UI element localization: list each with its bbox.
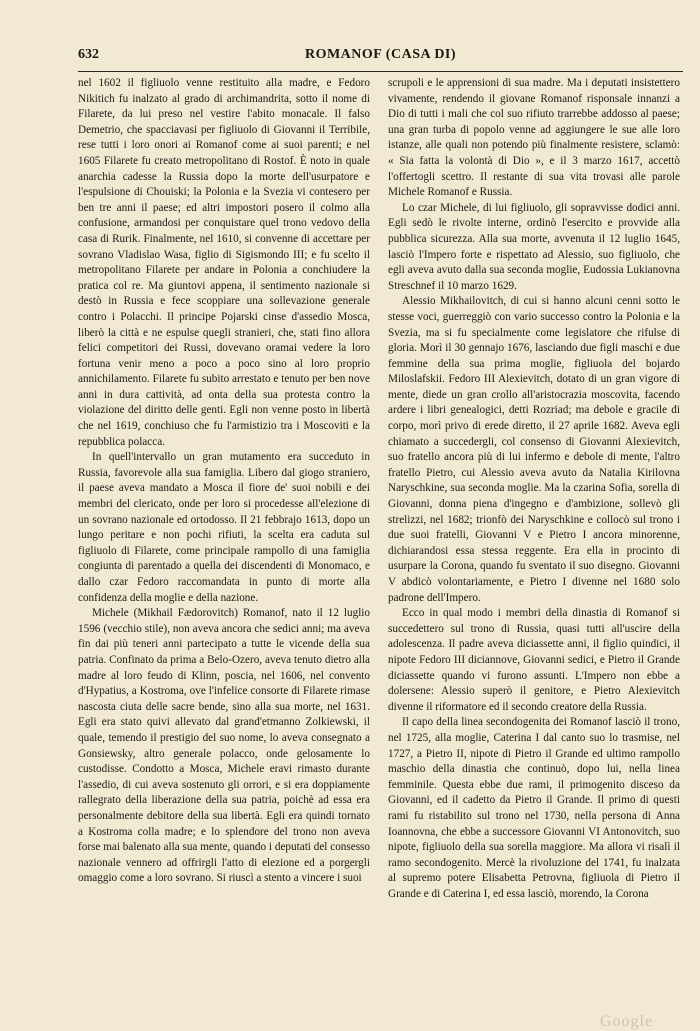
paragraph: Alessio Mikhailovitch, di cui si hanno alcuni cenni sotto le stesse voci, guerreggiò con vario successo contro la Polonia e la Svezia, ma si fu specialmente come legislatore che rifulse di gloria. Morì il 30 gennajo 1676, lasciando due figli maschi e due femmine della sua prima moglie, figliuola del bojardo Miloslafskii. Fedoro III Alexievitch, dotato di un gran vigore di mente, diede un gran crollo all'aristocrazia moscovita, facendo ardere i libri genealogici, detti Rozriad; ma debole e gracile di corpo, morì privo di erede diretto, il 27 aprile 1682. Aveva egli chiamato a succedergli, col consenso di Giovanni Alexievitch, suo fratello ancora più di lui infermo e debole di mente, l'altro fratello Pietro, cui Alessio aveva avuto da Natalia Kirilovna Naryschkine, sua seconda moglie. Ma la czarina Sofia, sorella di Giovanni, donna piena d'ingegno e d'ambizione, sollevò gli strelizzi, nel 1682; trionfò dei Naryschkine e collocò sul trono i due suoi fratelli, Giovanni V e Pietro I ancora minorenne, dichiarandosi essa stessa reggente. Era ella in procinto di usurpare la Corona, quando fu sventato il suo disegno. Giovanni V abdicò volontariamente, e Pietro I divenne nel 1680 solo padrone dell'Impero. (388, 295, 680, 604)
paragraph: scrupoli e le apprensioni di sua madre. Ma i deputati insistettero vivamente, rendendo il giovane Romanof risponsale innanzi a Dio di tutti i mali che col suo rifiuto trarrebbe addosso al paese; una gran turba di popolo venne ad aggiungere le sue alle loro istanze, alle quali non potendo più finalmente resistere, sclamò: « Sia fatta la volontà di Dio », e il 3 marzo 1617, accettò l'offertogli scettro. Il restante di sua vita trovasi alle parole Michele Romanof e Russia. (388, 77, 680, 199)
page-header (78, 47, 683, 67)
running-title: ROMANOF (CASA DI) (304, 47, 457, 62)
paragraph: In quell'intervallo un gran mutamento era succeduto in Russia, favorevole alla sua famiglia. Libero dal giogo straniero, il paese aveva mandato a Mosca il fiore de' suoi nobili e dei membri del clericato, onde per loro si procedesse all'elezione di un sovrano nazionale ed ortodosso. Il 21 febbrajo 1613, dopo un lungo peritare e non pochi rifiuti, la scelta era caduta sul figliuolo di Filarete, come principale rampollo di una famiglia congiunta di parentado a quella dei discendenti di Monomaco, e dallo czar Fedoro raccomandata in punto di morte alla confidenza della moglie e della nazione. (78, 451, 370, 604)
paragraph: Il capo della linea secondogenita dei Romanof lasciò il trono, nel 1725, alla moglie, Caterina I dal canto suo lo trasmise, nel 1727, a Pietro II, nipote di Pietro il Grande ed ultimo rampollo maschio della dinastia che continuò, dopo lui, nella linea femminile. Questa ebbe due rami, il primogenito disceso da Giovanni, ed il cadetto da Pietro il Grande. Il primo di questi rami fu ristabilito sul trono nel 1730, nella persona di Anna Ioannovna, che ebbe a successore Giovanni VI Antonovitch, suo nipote, figliuolo della sua sorella maggiore. Ma allora vi risalì il ramo secondogenito. Mercè la rivoluzione del 1741, fu inalzata al supremo potere Elisabetta Petrovna, figliuola di Pietro il Grande e di Caterina I, ed essa lasciò, morendo, la Corona (388, 716, 680, 900)
watermark: Google (600, 1013, 654, 1030)
paragraph: Lo czar Michele, di lui figliuolo, gli sopravvisse dodici anni. Egli sedò le rivolte interne, ordinò l'esercito e provvide alla pubblica sicurezza. Alla sua morte, avvenuta il 12 luglio 1645, lasciò l'Impero forte e rispettato ad Alessio, suo figliuolo, che egli aveva avuto dalla sua seconda moglie, Eudossia Lukianovna Streschnef il 10 marzo 1629. (388, 201, 680, 292)
paragraph: nel 1602 il figliuolo venne restituito alla madre, e Fedoro Nikitich fu inalzato al grado di archimandrita, sotto il nome di Filarete, da lui preso nel vestire l'abito monacale. Il falso Demetrio, che spacciavasi per figliuolo di Giovanni il Terribile, rese tutti i loro onori ai Romanof come ai suoi parenti; e nel 1605 Filarete fu creato metropolitano di Rostof. È noto in quale anarchia cadesse la Russia dopo la morte dell'usurpatore e l'espulsione di Chouiski; la Polonia e la Svezia vi contesero per ben tre anni il paese; ed altri impostori posero il colmo alla confusione, armandosi per conquistare quel trono vedovo della casa di Rurik. Finalmente, nel 1610, si convenne di accettare per sovrano Vladislao Wasa, figlio di Sigismondo III; e fu scelto il metropolitano Filarete per andare in Polonia a conchiudere la pratica col re. Ma giuntovi appena, il sentimento nazionale si destò in Russia e fece scoppiare una sollevazione generale contro i Polacchi. Il principe Pojarski cinse d'assedio Mosca, liberò la città e ne espulse quegli stranieri, che, stati fino allora felici competitori dei Russi, dovevano oramai vedere la loro fortuna venir meno a poco a poco sino al loro proprio annichilamento. Filarete fu subito arrestato e tenuto per ben nove anni in dura cattività, ad onta della sua protesta contro la violazione del diritto delle genti. Egli non venne posto in libertà che nel 1619, conchiuso che fu l'armistizio tra i Moscoviti e la repubblica polacca. (78, 77, 370, 448)
left-column (78, 76, 370, 887)
paragraph: Michele (Mikhail Fædorovitch) Romanof, nato il 12 luglio 1596 (vecchio stile), non aveva ancora che sedici anni; ma aveva fin dai più teneri anni partecipato a tutte le vicende della sua patria. Confinato da prima a Belo-Ozero, aveva tenuto dietro alla madre al loro feudo di Klinn, poscia, nel 1606, nel convento d'Hypatius, a Kostroma, ove l'infelice consorte di Filarete rimase nascosta ciuta delle sacre bende, sino alla sua morte, nel 1631. Egli era stato quivi allevato dal grand'etmanno Zolkiewski, il quale, temendo il prestigio del suo nome, lo aveva consegnato a Gonsiewsky, altro generale polacco, onde gelosamente lo custodisse. Condotto a Mosca, Michele eravi rimasto durante l'assedio, di cui aveva sostenuto gli orrori, e si era doppiamente rallegrato della liberazione della sua patria, poichè ad essa era personalmente debitore della sua libertà. Egli era quindi tornato a Kostroma colla madre; e lo splendore del trono non aveva forse mai balenato alla sua mente, quando i deputati del consesso nazionale vennero ad offrirgli l'atto di elezione ed a porgergli omaggio come a loro sovrano. Si riuscì a stento a vincere i suoi (78, 607, 370, 885)
right-column (388, 76, 680, 902)
page-number: 632 (78, 47, 99, 62)
header-rule (78, 71, 683, 72)
paragraph: Ecco in qual modo i membri della dinastia di Romanof si succedettero sul trono di Russia, quasi tutti all'uscire della adolescenza. Il padre aveva diciassette anni, il figlio quindici, il nipote Fedoro III diciannove, Giovanni sedici, e Pietro il Grande diciassette quando vi furono assunti. L'Impero non ebbe a dolersene: Alessio superò il genitore, e Pietro Alexievitch divenne il riformatore ed il secondo creatore della Russia. (388, 607, 680, 713)
